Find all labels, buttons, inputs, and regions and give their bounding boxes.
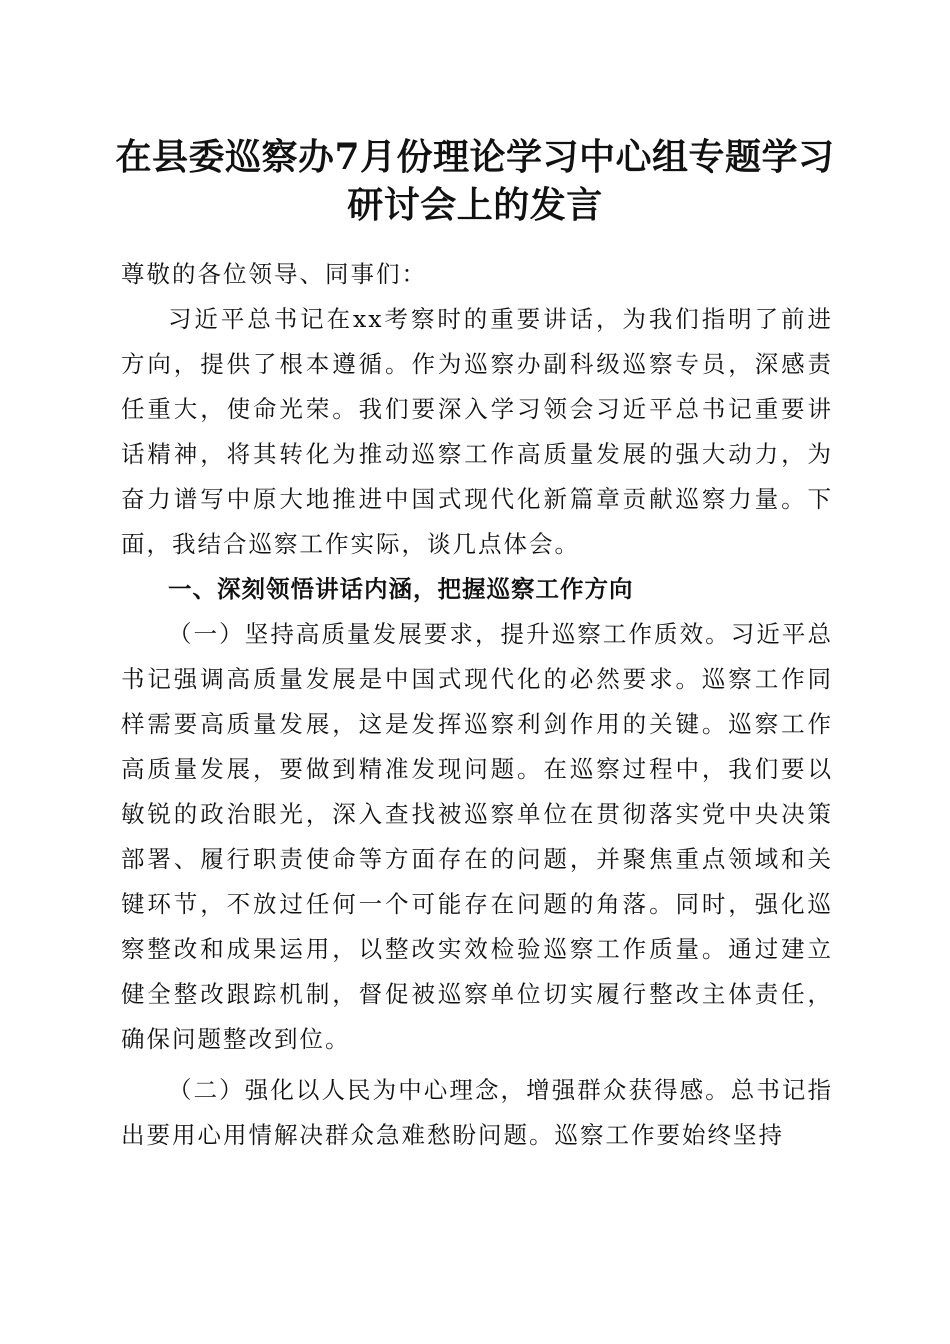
document-body	[121, 252, 833, 1158]
section-heading-1: 一、深刻领悟讲话内涵，把握巡察工作方向	[168, 575, 634, 603]
title-line-2: 研讨会上的发言	[347, 184, 603, 226]
section-paragraph-2: （二）强化以人民为中心理念，增强群众获得感。总书记指出要用心用情解决群众急难愁盼问题。巡察工作要始终坚持	[121, 1076, 833, 1149]
title-line-1: 在县委巡察办7月份理论学习中心组专题学习	[115, 136, 835, 178]
salutation: 尊敬的各位领导、同事们：	[121, 260, 427, 288]
document-title	[100, 133, 850, 229]
intro-paragraph: 习近平总书记在xx考察时的重要讲话，为我们指明了前进方向，提供了根本遵循。作为巡察办副科级巡察专员，深感责任重大，使命光荣。我们要深入学习领会习近平总书记重要讲话精神，将其转化为推动巡察工作高质量发展的强大动力，为奋力谱写中原大地推进中国式现代化新篇章贡献巡察力量。下面，我结合巡察工作实际，谈几点体会。	[121, 305, 833, 558]
section-paragraph-1: （一）坚持高质量发展要求，提升巡察工作质效。习近平总书记强调高质量发展是中国式现代化的必然要求。巡察工作同样需要高质量发展，这是发挥巡察利剑作用的关键。巡察工作高质量发展，要做到精准发现问题。在巡察过程中，我们要以敏锐的政治眼光，深入查找被巡察单位在贯彻落实党中央决策部署、履行职责使命等方面存在的问题，并聚焦重点领域和关键环节，不放过任何一个可能存在问题的角落。同时，强化巡察整改和成果运用，以整改实效检验巡察工作质量。通过建立健全整改跟踪机制，督促被巡察单位切实履行整改主体责任，确保问题整改到位。	[121, 620, 833, 1053]
